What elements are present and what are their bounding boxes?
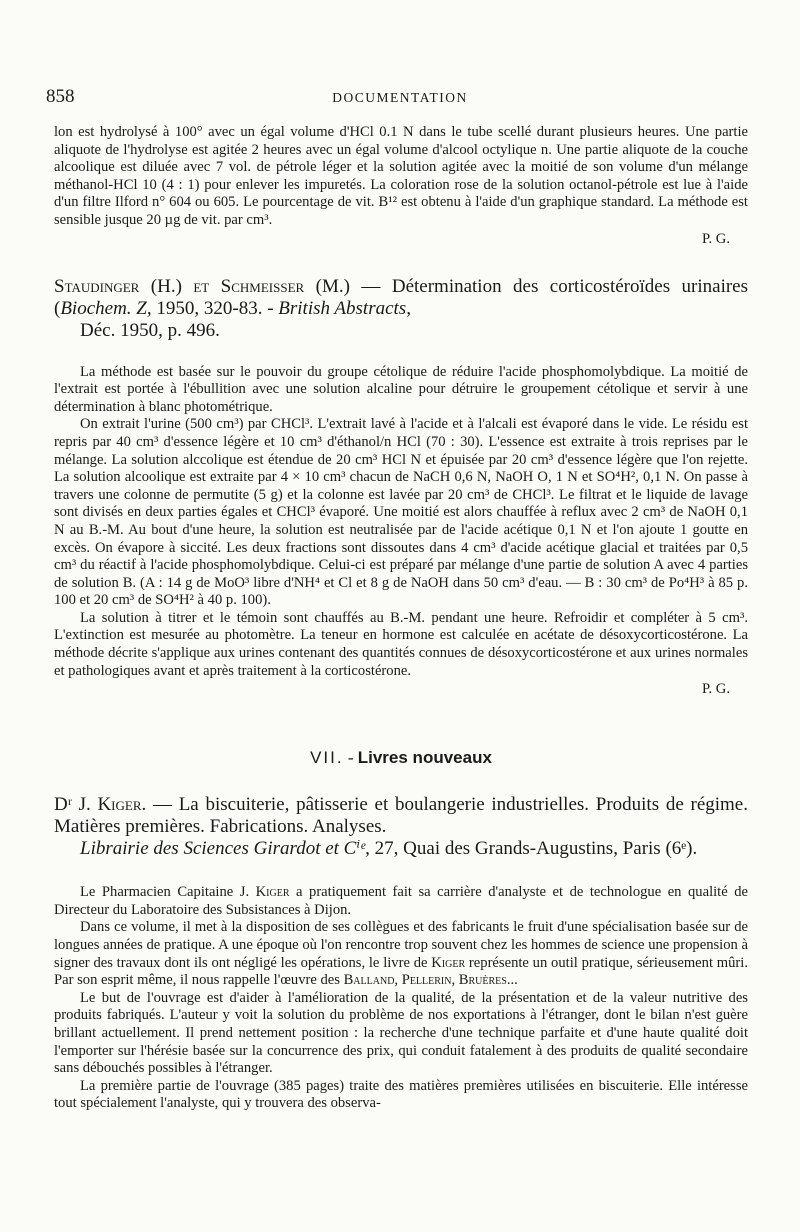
book-publisher: Librairie des Sciences Girardot et Cⁱᵉ,	[80, 838, 370, 860]
book-author: Dʳ J. Kiger.	[54, 794, 147, 816]
book-cited-names: Balland, Pellerin, Bruères	[343, 972, 507, 989]
section-sep: -	[343, 748, 358, 768]
section-number: VII.	[310, 748, 344, 768]
entry-title-text: Détermination des corticostéroïdes urinaires (	[54, 275, 748, 319]
entry-dash: —	[349, 275, 392, 297]
prev-entry-text: lon est hydrolysé à 100° avec un égal volume d'HCl 0.1 N dans le tube scellé durant plusieurs heures. Une partie aliquote de l'hydrolyse est agitée 2 heures avec un égal volume d'alcool octylique n. Une partie aliquote de la couche alcoolique est diluée avec 7 vol. de pétrole léger et la solution agitée avec la moitié de son volume d'un mélange méthanol-HCl 10 (4 : 1) pour enlever les impuretés. La coloration rose de la solution octanol-pétrole est lue à l'aide d'un filtre Ilford n° 604 ou 605. Le pourcentage de vit. B¹² est obtenu à l'aide d'un graphique standard. La méthode est sensible jusque 20 µg de vit. par cm³.	[54, 124, 748, 228]
page-header	[46, 86, 754, 110]
page-number: 858	[46, 86, 75, 107]
book-dash: —	[146, 794, 179, 816]
entry-paragraph-1: La méthode est basée sur le pouvoir du groupe cétolique de réduire l'acide phosphomolybdique. La moitié de l'extrait est portée à l'ébullition avec une solution alcaline pour détruire le groupement cétolique et servir à une détermination à blanc photométrique.	[54, 363, 748, 415]
section-heading	[54, 748, 748, 768]
entry-ref: 1950, 320-83. -	[151, 297, 279, 319]
entry-journal: Biochem. Z,	[60, 297, 152, 319]
running-title: DOCUMENTATION	[332, 90, 468, 105]
entry-title	[54, 276, 748, 342]
entry-source: British Abstracts,	[278, 297, 411, 319]
book-paragraph-1: Le Pharmacien Capitaine J. Kiger a pratiquement fait sa carrière d'analyste et de technologue en qualité de Directeur du Laboratoire des Subsistances à Dijon.	[54, 884, 749, 918]
entry-authors: Staudinger (H.) et Schmeisser (M.)	[54, 275, 350, 297]
page-content	[54, 124, 748, 1113]
book-person-name: Kiger	[255, 884, 290, 901]
entry-date: Déc. 1950, p. 496.	[80, 319, 220, 341]
entry-paragraph-3: La solution à titrer et le témoin sont chauffés au B.-M. pendant une heure. Refroidir et compléter à 5 cm³. L'extinction est mesurée au photomètre. La teneur en hormone est calculée en acétate de désoxycorticostérone. La méthode décrite s'applique aux urines contenant des quantités connues de désoxycorticostérone et aux urines normales et pathologiques avant et après traitement à la corticostérone.	[54, 609, 748, 679]
book-heading	[54, 794, 748, 860]
book-address: 27, Quai des Grands-Augustins, Paris (6ᵉ).	[369, 838, 698, 860]
book-paragraph-3: Le but de l'ouvrage est d'aider à l'amélioration de la qualité, de la présentation et de la valeur nutritive des produits fabriqués. L'auteur y voit la solution du problème de nos exportations à l'étranger, dont le bilan n'est guère brillant actuellement. Il prend nettement position : la recherche d'une technique parfaite et d'une haute qualité doit l'emporter sur l'hérésie basée sur la concurrence des prix, qui conduit fatalement à des produits de qualité secondaire sans débouchés possibles à l'étranger.	[54, 989, 748, 1077]
book-title: La biscuiterie, pâtisserie et boulangerie industrielles. Produits de régime. Matières premières. Fabrications. Analyses.	[54, 794, 748, 838]
section-title: Livres nouveaux	[357, 748, 492, 768]
book-paragraph-4: La première partie de l'ouvrage (385 pages) traite des matières premières utilisées en biscuiterie. Elle intéresse tout spécialement l'analyste, qui y trouvera des observa-	[54, 1077, 748, 1112]
entry-signature: P. G.	[702, 681, 730, 698]
book-paragraph-2: Dans ce volume, il met à la disposition de ses collègues et des fabricants le fruit d'une spécialisation basée sur de longues années de pratique. A une époque où l'on rencontre trop souvent chez les hommes de science une propension à signer des travaux dont ils ont négligé les opérations, le livre de Kiger représente un outil pratique, sérieusement mûri. Par son esprit même, il nous rappelle l'œuvre des Balland, Pellerin, Bruères...	[54, 919, 748, 989]
entry-paragraph-2: On extrait l'urine (500 cm³) par CHCl³. L'extrait lavé à l'acide et à l'alcali est évaporé dans le vide. Le résidu est repris par 40 cm³ d'essence légère et 10 cm³ d'éthanol/n HCl (70 : 30). L'essence est extraite à trois reprises par le mélange. La solution alccolique est étendue de 20 cm³ HCl N et épuisée par 20 cm³ d'essence légère que l'on rejette. La solution alcoolique est extraite par 4 × 10 cm³ chacun de NaCH 0,6 N, NaOH O, 1 N et SO⁴H², 0,1 N. On passe à travers une colonne de permutite (5 g) et la colonne est lavée par 20 cm³ de CHCl³. Le filtrat et le liquide de lavage sont divisés en deux parties égales et CHCl³ évaporé. Une moitié est alors chauffée à reflux avec 2 cm³ de NaOH 0,1 N au B.-M. Au bout d'une heure, la solution est neutralisée par de l'acide acétique 0,1 N et l'on ajoute 1 goutte en excès. On évapore à siccité. Les deux fractions sont dissoutes dans 4 cm³ d'acide acétique glacial et traitées par 0,5 cm³ du réactif à l'acide phosphomolybdique. Celui-ci est préparé par mélange d'une partie de solution A avec 4 parties de solution B. (A : 14 g de MoO³ libre d'NH⁴ et Cl et 8 g de NaOH dans 50 cm³ d'eau. — B : 30 cm³ de Po⁴H³ à 85 p. 100 et 20 cm³ de SO⁴H² à 40 p. 100).	[54, 416, 748, 609]
prev-entry-signature: P. G.	[702, 230, 730, 247]
